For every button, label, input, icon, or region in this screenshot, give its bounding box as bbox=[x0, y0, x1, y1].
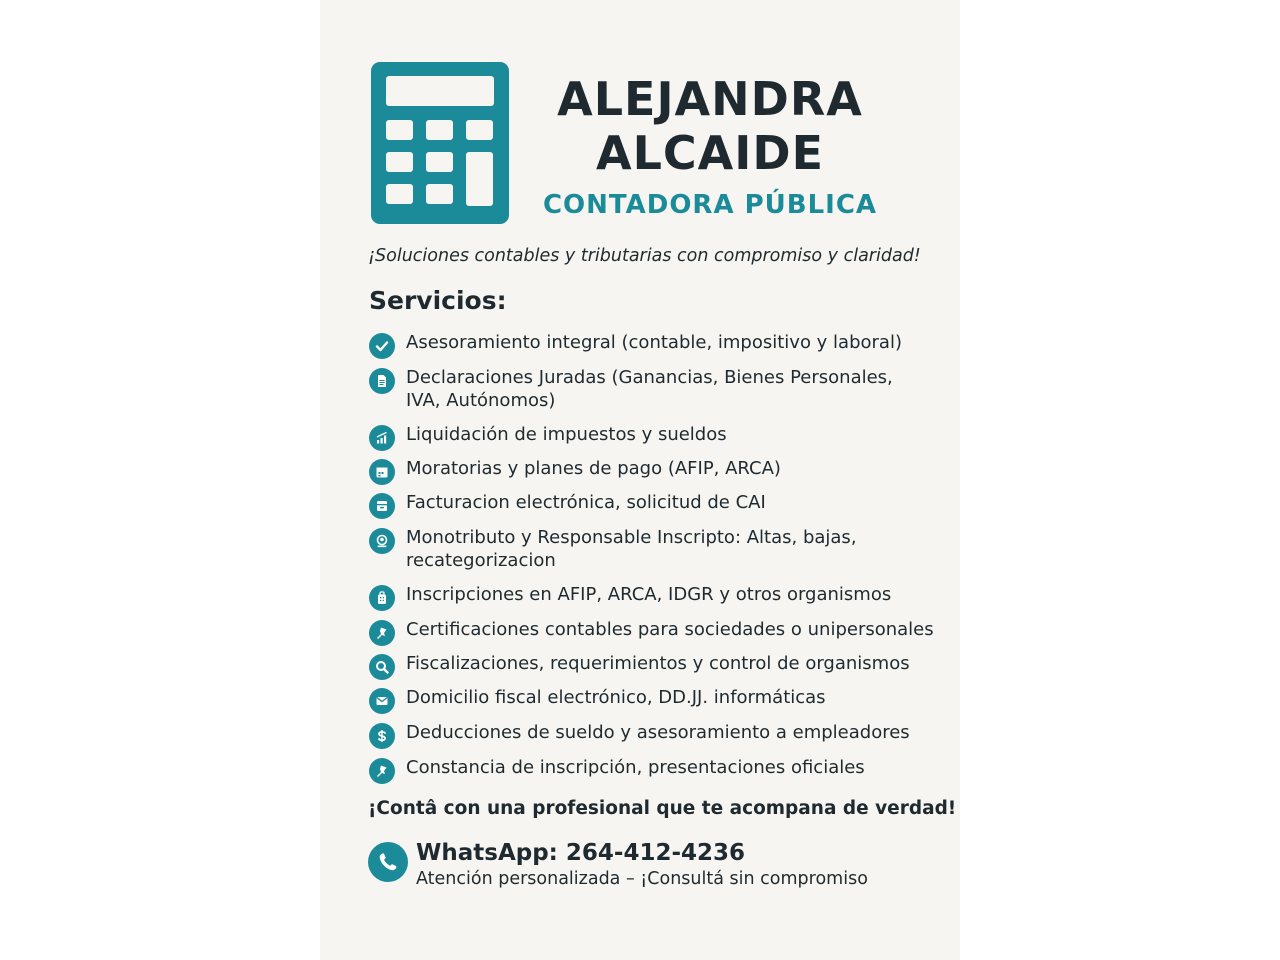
service-label: Deducciones de sueldo y asesoramiento a empleadores bbox=[406, 722, 910, 743]
role-title: CONTADORA PÚBLICA bbox=[542, 190, 878, 220]
service-item bbox=[369, 491, 939, 519]
check-icon bbox=[369, 333, 395, 359]
stamp-icon bbox=[369, 758, 395, 784]
service-item bbox=[369, 457, 939, 485]
service-item bbox=[369, 652, 939, 680]
service-item bbox=[369, 721, 939, 749]
name-line2: ALCAIDE bbox=[596, 126, 824, 180]
service-item bbox=[369, 423, 939, 451]
whatsapp-number[interactable]: WhatsApp: 264-412-4236 bbox=[416, 840, 746, 866]
invoice-icon bbox=[369, 493, 395, 519]
service-label: Fiscalizaciones, requerimientos y control de organismos bbox=[406, 653, 910, 674]
service-item bbox=[369, 366, 939, 412]
service-label: Moratorias y planes de pago (AFIP, ARCA) bbox=[406, 458, 781, 479]
tagline: ¡Soluciones contables y tributarias con compromiso y claridad! bbox=[368, 246, 921, 266]
services-title: Servicios: bbox=[369, 286, 507, 315]
service-label: Constancia de inscripción, presentaciones oficiales bbox=[406, 757, 865, 778]
service-label: Liquidación de impuestos y sueldos bbox=[406, 424, 727, 445]
calculator-icon bbox=[371, 62, 509, 224]
service-label: Domicilio fiscal electrónico, DD.JJ. informáticas bbox=[406, 687, 826, 708]
service-label: Inscripciones en AFIP, ARCA, IDGR y otros organismos bbox=[406, 584, 892, 605]
bar-chart-icon bbox=[369, 425, 395, 451]
stamp-icon bbox=[369, 620, 395, 646]
flyer bbox=[320, 0, 960, 960]
document-icon bbox=[369, 368, 395, 394]
service-item bbox=[369, 686, 939, 714]
name-heading bbox=[520, 72, 900, 180]
service-item bbox=[369, 526, 939, 572]
service-label: Declaraciones Juradas (Ganancias, Bienes Personales, IVA, Autónomos) bbox=[406, 367, 893, 411]
calendar-icon bbox=[369, 459, 395, 485]
service-label: Monotributo y Responsable Inscripto: Altas, bajas, recategorizacion bbox=[406, 527, 857, 571]
service-item bbox=[369, 756, 939, 784]
contact-subtitle: Atención personalizada – ¡Consultá sin compromiso bbox=[416, 869, 868, 889]
service-label: Certificaciones contables para sociedades o unipersonales bbox=[406, 619, 934, 640]
service-item bbox=[369, 331, 939, 359]
envelope-icon bbox=[369, 688, 395, 714]
service-item bbox=[369, 583, 939, 611]
service-label: Facturacion electrónica, solicitud de CAI bbox=[406, 492, 766, 513]
magnifier-icon bbox=[369, 654, 395, 680]
service-label: Asesoramiento integral (contable, impositivo y laboral) bbox=[406, 332, 902, 353]
briefcase-icon bbox=[369, 585, 395, 611]
user-icon bbox=[369, 528, 395, 554]
phone-icon[interactable] bbox=[368, 842, 408, 882]
name-line1: ALEJANDRA bbox=[557, 72, 863, 126]
closing-message: ¡Contâ con una profesional que te acompana de verdad! bbox=[368, 798, 957, 819]
service-item bbox=[369, 618, 939, 646]
dollar-icon bbox=[369, 723, 395, 749]
